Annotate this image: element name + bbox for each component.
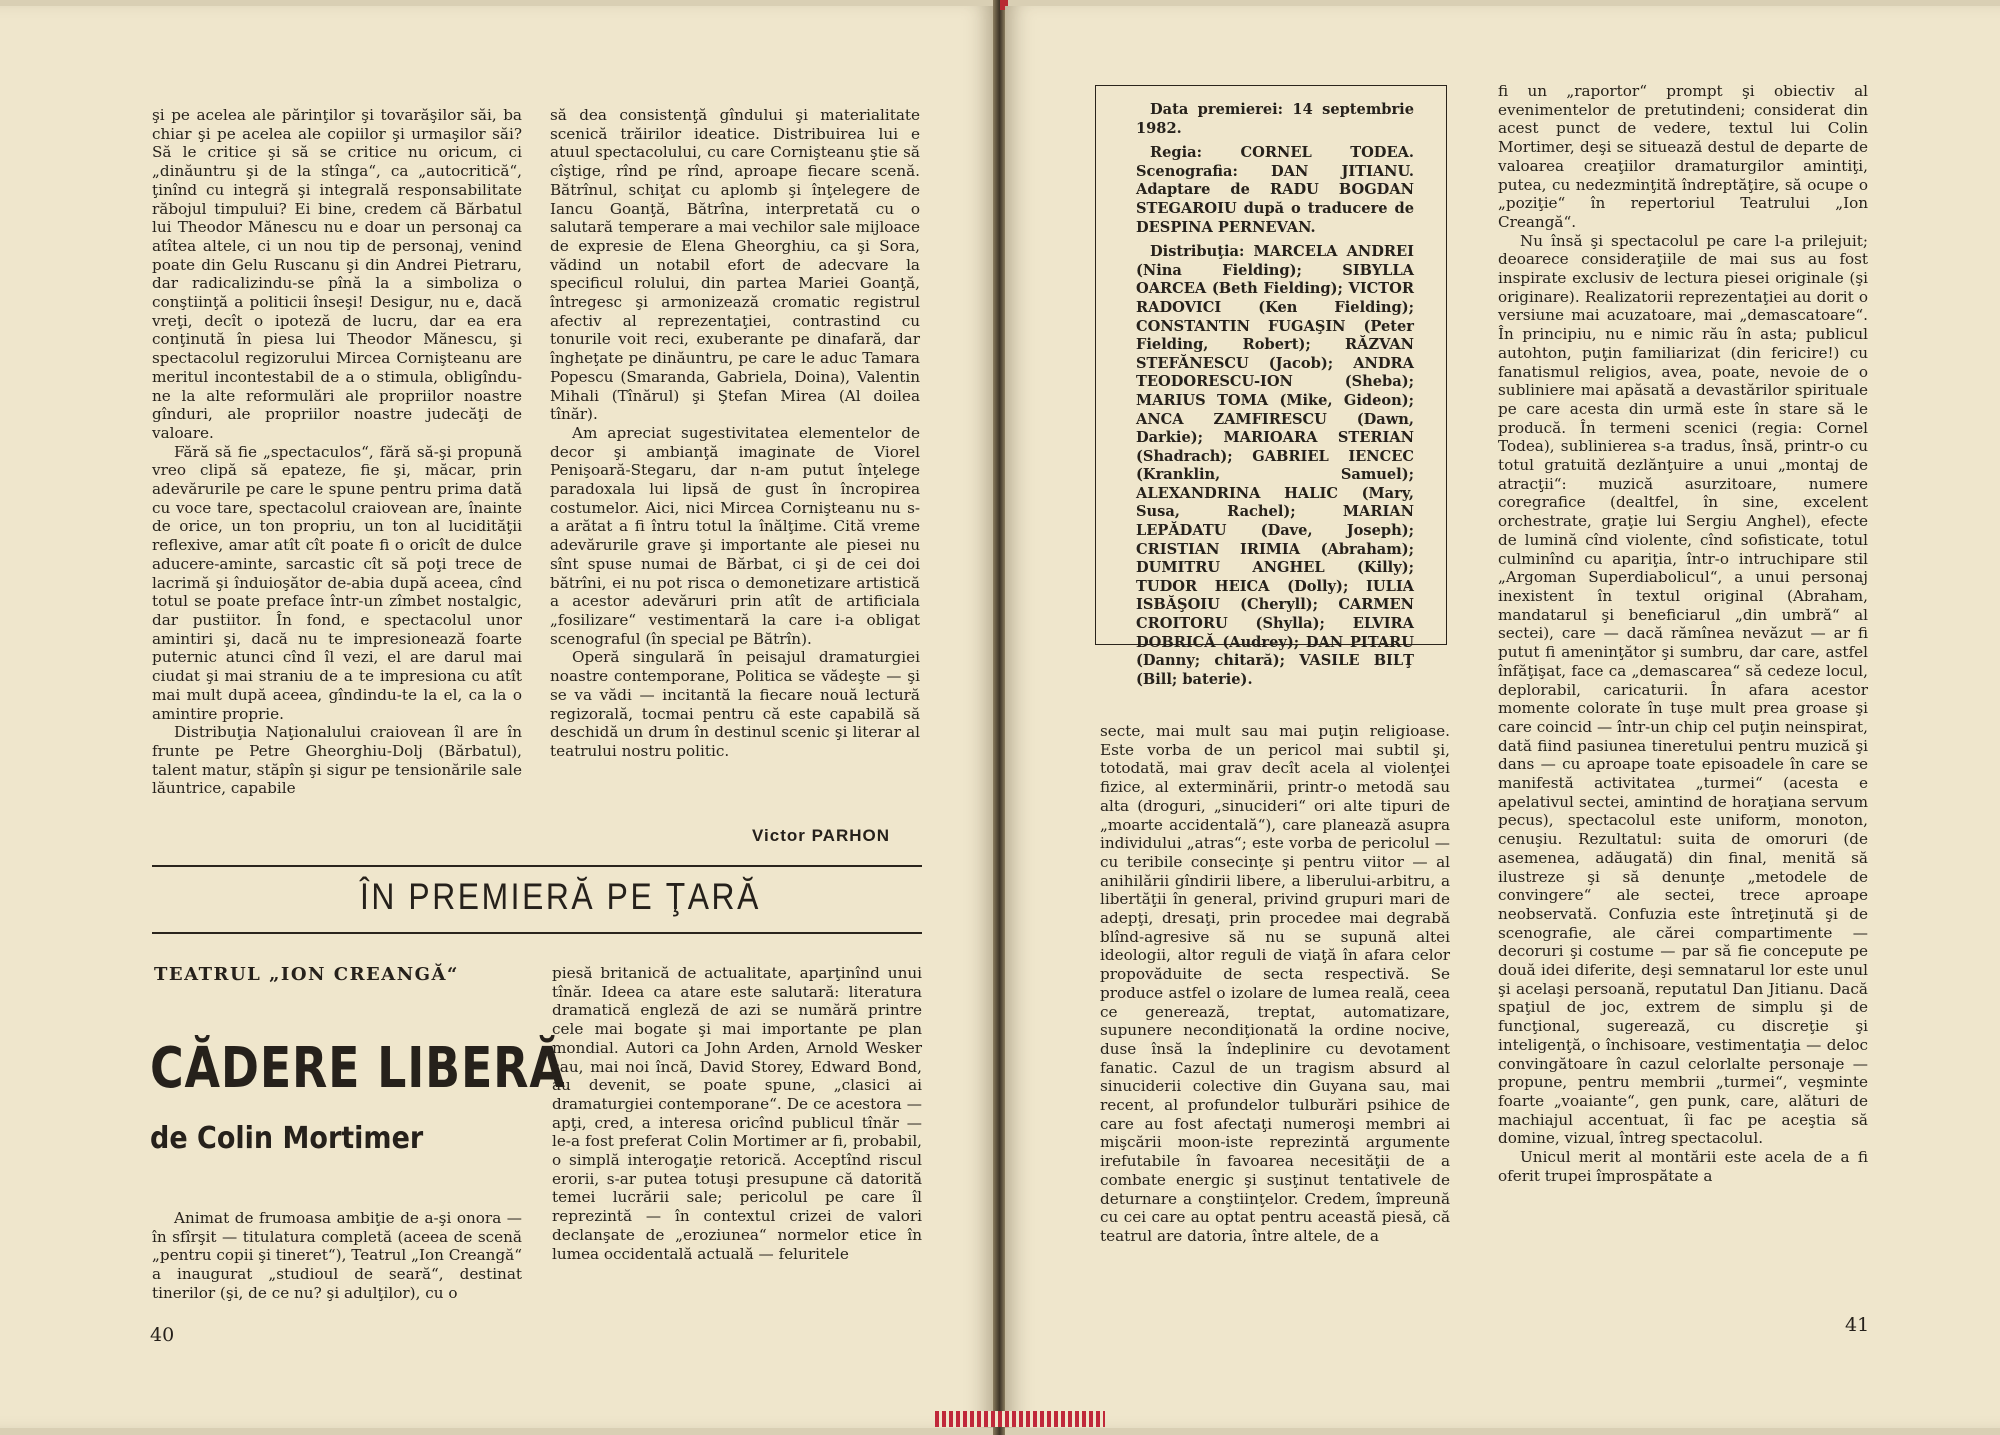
review-column-2 — [550, 106, 920, 761]
play-title: CĂDERE LIBERĂ — [150, 1036, 566, 1101]
credits-box — [1095, 85, 1447, 688]
paragraph: Am apreciat sugestivitatea elementelor de decor şi ambianţă imaginate de Viorel Penişoară-Stegaru, dar n-am putut înţelege paradoxala lui lipsă de gust în încropirea costumelor. Aici, nici Mircea Cornişteanu nu s-a arătat a fi întru totul la înălţime. Cită vreme adevărurile grave şi importante ale piesei nu sînt spuse numai de Bărbat, ci şi de cei doi bătrîni, ei nu pot risca o demonetizare artistică a acestor adevăruri prin atît de artificiala „fosilizare“ vestimentară la care i-a obligat scenograful (în special pe Bătrîn). — [550, 423, 920, 648]
paragraph: fi un „raportor“ prompt şi obiectiv al evenimentelor de pretutindeni; considerat din acest punct de vedere, textul lui Colin Mortimer, deşi se situează destul de departe de valoarea creaţiilor dramaturgilor amintiţi, putea, cu nedezminţită îndreptăţire, să ocupe o „poziţie“ în repertoriul Teatrului „Ion Creangă“. — [1498, 82, 1868, 231]
paragraph: şi pe acelea ale părinţilor şi tovarăşilor săi, ba chiar şi pe acelea ale copiilor şi urmaşilor săi? Să le critice şi să se critice nu oricum, ci „dinăuntru şi de la stînga“, ca „autocritică“, ţinînd cu integră şi integrală responsabilitate răbojul timpului? Ei bine, credem că Bărbatul lui Theodor Mănescu nu e doar un personaj ca atîtea altele, ci un nou tip de personaj, venind poate din Gelu Ruscanu şi din Andrei Pietraru, dar radicalizindu-se pînă la a simboliza o conştiinţă a politicii înseşi! Desigur, nu e, dacă vreţi, decît o ipoteză de lucru, dar ea era conţinută în piesa lui Theodor Mănescu, şi spectacolul regizorului Mircea Cornişteanu are meritul incontestabil de a o stimula, obligîndu-ne la alte reformulări ale propriilor noastre gînduri, ale propriilor noastre judecăţi de valoare. — [152, 106, 522, 442]
theatre-name: TEATRUL „ION CREANGĂ“ — [154, 964, 459, 985]
paragraph: să dea consistenţă gîndului şi materialitate scenică trăirilor ideatice. Distribuirea lui e atuul spectacolului, cu care Cornişteanu ştie să cîştige, rînd pe rînd, aproape fiecare scenă. Bătrînul, schiţat cu aplomb şi înţelegere de Iancu Goanţă, Bătrîna, interpretată cu o salutară temperare a mai vechilor sale mijloace de expresie de Elena Gheorghiu, ca şi Sora, vădind un notabil efort de adecvare la specificul rolului, din partea Mariei Goanţă, întregesc şi armonizează cromatic registrul afectiv al reprezentaţiei, contrastind cu tonurile voit reci, exuberante pe dinafară, dar îngheţate pe dinăuntru, pe care le aduc Tamara Popescu (Smaranda, Gabriela, Doina), Valentin Mihali (Tînărul) şi Ştefan Mirea (Al doilea tînăr). — [550, 106, 920, 424]
paragraph: secte, mai mult sau mai puţin religioase. Este vorba de un pericol mai subtil şi, totodată, mai grav decît acela al violenţei fizice, al exterminării, printr-o metodă sau alta (droguri, „sinucideri“ ori alte tipuri de „moarte accidentală“), care planează asupra individului „atras“; este vorba de pericolul — cu teribile consecinţe şi pentru viitor — al anihilării gîndirii libere, a liberului-arbitru, a libertăţii în general, privind grupuri mari de adepţi, dresaţi, prin procedee mai degrabă blînd-agresive să nu se supună altei ideologii, altor reguli de viaţă în afara celor propovăduite de secta respectivă. Se produce astfel o izolare de lumea reală, ceea ce generează, treptat, automatizare, supunere necondiţionată la ordine nocive, duse însă la îndeplinire cu devotament fanatic. Cazul de un tragism absurd al sinuciderii colective din Guyana sau, mai recent, al profundelor tulburări psihice de care au fost afectaţi numeroşi membri ai mişcării moon-iste reprezintă argumente irefutabile în favoarea necesităţii de a combate energic şi susţinut tentativele de deturnare a conştiinţelor. Credem, împreună cu cei care au optat pentru această piesă, că teatrul are datoria, între altele, de a — [1100, 722, 1450, 1245]
paragraph: Distribuţia Naţionalului craiovean îl are în frunte pe Petre Gheorghiu-Dolj (Bărbatul), talent matur, stăpîn şi sigur pe tensionările sale lăuntrice, capabile — [152, 723, 522, 798]
play-author: de Colin Mortimer — [150, 1121, 424, 1156]
divider-bottom — [152, 932, 922, 934]
article-column-2 — [552, 964, 922, 1263]
cast-list: Distribuţia: MARCELA ANDREI (Nina Fielding); SIBYLLA OARCEA (Beth Fielding); VICTOR RADOVICI (Ken Fielding); CONSTANTIN FUGAŞIN (Peter Fielding, Robert); RĂZVAN STEFĂNESCU (Jacob); ANDRA TEODORESCU-ION (Sheba); MARIUS TOMA (Mike, Gideon); ANCA ZAMFIRESCU (Dawn, Darkie); MARIOARA STERIAN (Shadrach); GABRIEL IENCEC (Kranklin, Samuel); ALEXANDRINA HALIC (Mary, Susa, Rachel); MARIAN LEPĂDATU (Dave, Joseph); CRISTIAN IRIMIA (Abraham); DUMITRU ANGHEL (Killy); TUDOR HEICA (Dolly); IULIA ISBĂŞOIU (Cheryll); CARMEN CROITORU (Shylla); ELVIRA DOBRICĂ (Audrey); DAN PITARU (Danny; chitară); VASILE BILŢ (Bill; baterie). — [1136, 243, 1414, 688]
paragraph: Animat de frumoasa ambiţie de a-şi onora — în sfîrşit — titulatura completă (aceea de scenă „pentru copii şi tineret“), Teatrul „Ion Creangă“ a inaugurat „studioul de seară“, destinat tinerilor (şi, de ce nu? şi adulţilor), cu o — [152, 1209, 522, 1302]
paragraph: Fără să fie „spectaculos“, fără să-şi propună vreo clipă să epateze, fie şi, măcar, prin adevărurile pe care le spune pentru prima dată cu voce tare, spectacolul craiovean are, înainte de orice, un ton propriu, un ton al lucidităţii reflexive, amar atît cît poate fi o oricît de dulce aducere-aminte, sarcastic cît să poţi trece de lacrimă şi înduioşător de-abia după aceea, cînd totul se poate preface într-un zîmbet nostalgic, dar pustiitor. În fond, e spectacolul unor amintiri şi, dacă nu te impresionează foarte puternic atunci cînd îl vezi, el are darul mai ciudat şi mai straniu de a te impresiona cu atît mai mult după aceea, gîndindu-te la el, ca la o amintire proprie. — [152, 442, 522, 723]
paragraph: Unicul merit al montării este acela de a fi oferit trupei împrospătate a — [1498, 1148, 1868, 1185]
review-signature: Victor PARHON — [752, 826, 891, 845]
divider-top — [152, 865, 922, 867]
paragraph: Nu însă şi spectacolul pe care l-a prilejuit; deoarece consideraţiile de mai sus au fost inspirate exclusiv de lectura piesei originale (şi originare). Realizatorii reprezentaţiei au dorit o versiune mai acuzatoare, mai „demascatoare“. În principiu, nu e nimic rău în asta; publicul autohton, puţin familiarizat (din fericire!) cu fanatismul religios, avea, poate, nevoie de o subliniere mai apăsată a devastărilor spirituale pe care acesta din urmă este în stare să le producă. În termeni scenici (regia: Cornel Todea), sublinierea s-a tradus, însă, printr-o cu totul gratuită dezlănţuire a unui „montaj de atracţii“: muzică asurzitoare, numere coregrafice (dealtfel, în sine, excelent orchestrate, graţie lui Sergiu Anghel), efecte de lumină cînd violente, cînd sofisticate, totul culminînd cu apariţia, într-o intruchipare stil „Argoman Superdiabolicul“, a unui personaj inexistent în textul original (Abraham, mandatarul şi beneficiarul „din umbră“ al sectei), care — dacă rămînea nevăzut — ar fi putut fi ameninţător şi sumbru, dar care, astfel înfăţişat, face ca „demascarea“ să cedeze locul, deplorabil, caricaturii. În afara acestor momente colorate în tuşe mult prea groase şi care coincid — într-un chip cel puţin neinspirat, dată fiind pasiunea tineretului pentru muzică şi dans — cu aproape toate episoadele în care se manifestă activitatea „turmei“ (acesta e apelativul sectei, amintind de horaţiana servum pecus), spectacolul este uniform, monoton, cenuşiu. Rezultatul: suita de omoruri (de asemenea, adăugată) din final, menită să ilustreze şi să denunţe „metodele de convingere“ ale sectei, trece aproape neobservată. Confuzia este întreţinută şi de scenografie, ale cărei compartimente — decoruri şi costume — par să fie concepute pe două idei diferite, deşi semnatarul lor este unul şi acelaşi persoană, reputatul Dan Jitianu. Dacă spaţiul de joc, extrem de simplu şi de funcţional, sugerează, cu discreţie şi inteligenţă, o închisoare, vestimentaţia — deloc convingătoare în cazul celorlalte personaje — propune, pentru membrii „turmei“, veşminte foarte „voaiante“, gen punk, care, alături de machiajul accentuat, îi fac pe aceştia să domine, vizual, întreg spectacolul. — [1498, 231, 1868, 1148]
paragraph: Operă singulară în peisajul dramaturgiei noastre contemporane, Politica se vădeşte — şi se va vădi — incitantă la fiecare nouă lectură regizorală, tocmai pentru că este capabilă să deschidă un drum în destinul scenic şi literar al teatrului nostru politic. — [550, 648, 920, 760]
article-column-3 — [1100, 722, 1450, 1246]
paragraph: piesă britanică de actualitate, aparţinînd unui tînăr. Ideea ca atare este salutară: literatura dramatică engleză de azi se numără printre cele mai bogate şi mai importante pe plan mondial. Autori ca John Arden, Arnold Wesker sau, mai noi încă, David Storey, Edward Bond, au devenit, se poate spune, „clasici ai dramaturgiei contemporane“. De ce acestora — apţi, cred, a interesa oricînd publicul tînăr — le-a fost preferat Colin Mortimer ar fi, probabil, o simplă interogaţie retorică. Acceptînd riscul erorii, s-ar putea totuşi presupune că datorită temei lucrării sale; pericolul pe care îl reprezintă — în contextul crizei de valori declanşate de „eroziunea“ normelor etice în lumea occidentală actuală — feluritele — [552, 964, 922, 1263]
book-gutter — [993, 0, 1005, 1435]
left-page — [0, 6, 993, 1428]
production-credits: Regia: CORNEL TODEA. Scenografia: DAN JITIANU. Adaptare de RADU BOGDAN STEGAROIU după o traducere de DESPINA PERNEVAN. — [1136, 144, 1414, 236]
premiere-date: Data premierei: 14 septembrie 1982. — [1136, 101, 1414, 137]
page-number-right: 41 — [1845, 1314, 1870, 1336]
page-number-left: 40 — [150, 1324, 175, 1346]
section-banner: ÎN PREMIERĂ PE ŢARĂ — [360, 876, 761, 917]
article-column-1 — [152, 1209, 522, 1303]
article-column-4 — [1498, 82, 1868, 1185]
review-column-1 — [152, 106, 522, 798]
bookmark-ribbon — [935, 1411, 1105, 1427]
